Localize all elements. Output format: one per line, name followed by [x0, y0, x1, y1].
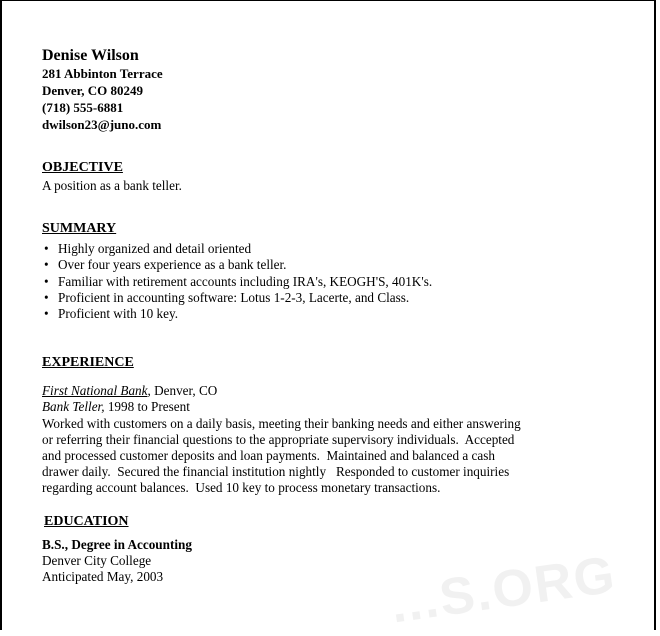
- description-line: regarding account balances. Used 10 key to process monetary transactions.: [42, 480, 441, 496]
- experience-heading: EXPERIENCE: [42, 355, 134, 371]
- employer-name: First National Bank: [42, 383, 148, 399]
- job-title-line: [42, 399, 632, 415]
- education-heading: EDUCATION: [44, 513, 129, 529]
- list-item: • Familiar with retirement accounts including IRA's, KEOGH'S, 401K's.: [58, 274, 632, 290]
- candidate-name: Denise Wilson: [42, 47, 139, 64]
- degree: B.S., Degree in Accounting: [42, 536, 192, 552]
- employer-line: [42, 383, 632, 399]
- phone-line: (718) 555-6881: [42, 100, 124, 115]
- objective-text: A position as a bank teller.: [42, 178, 182, 193]
- school: Denver City College: [42, 552, 152, 568]
- objective-heading: OBJECTIVE: [42, 160, 123, 175]
- address-line: 281 Abbinton Terrace: [42, 66, 163, 81]
- city-line: Denver, CO 80249: [42, 83, 143, 98]
- description-line: Worked with customers on a daily basis, meeting their banking needs and either answering: [42, 415, 521, 431]
- education-section: [44, 513, 632, 530]
- experience-section: [42, 354, 632, 496]
- summary-heading: SUMMARY: [42, 221, 117, 237]
- job-description: [42, 416, 567, 497]
- job-dates: 1998 to Present: [104, 399, 190, 415]
- description-line: drawer daily. Secured the financial institution nightly Responded to customer inquiries: [42, 464, 510, 480]
- watermark: ...S.ORG: [387, 545, 620, 635]
- list-item: • Highly organized and detail oriented: [58, 241, 632, 257]
- description-line: and processed customer deposits and loan payments. Maintained and balanced a cash: [42, 448, 495, 464]
- resume-document: [42, 46, 632, 585]
- summary-section: [42, 220, 632, 322]
- graduation-date: Anticipated May, 2003: [42, 569, 164, 585]
- contact-block: [42, 46, 632, 133]
- list-item: • Proficient with 10 key.: [58, 306, 632, 322]
- description-line: or referring their financial questions to the appropriate supervisory individuals. Accepted: [42, 431, 515, 447]
- job-title: Bank Teller,: [42, 399, 105, 415]
- email-line: dwilson23@juno.com: [42, 117, 162, 132]
- objective-section: [42, 159, 632, 194]
- list-item: • Over four years experience as a bank teller.: [58, 257, 632, 273]
- education-details: [42, 537, 632, 586]
- summary-list: [42, 241, 632, 322]
- employer-location: , Denver, CO: [147, 383, 218, 399]
- list-item: • Proficient in accounting software: Lotus 1-2-3, Lacerte, and Class.: [58, 290, 632, 306]
